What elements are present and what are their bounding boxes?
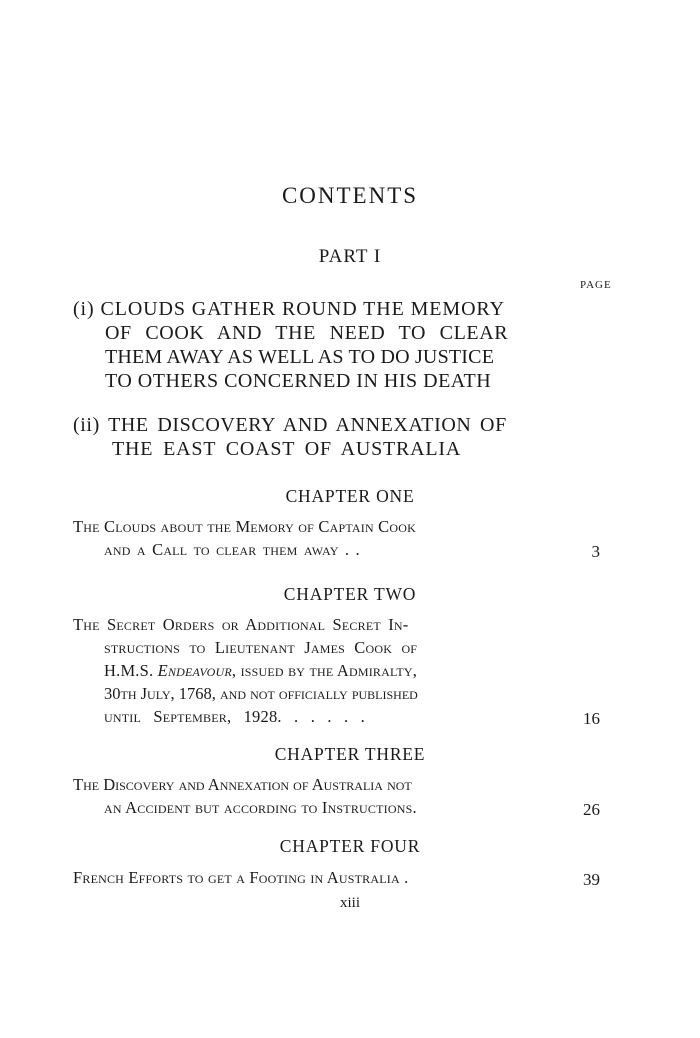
chapter-title-line: 30th July, 1768, and not officially published bbox=[104, 684, 418, 703]
chapter-title-line bbox=[104, 661, 417, 681]
page-folio: xiii bbox=[339, 895, 360, 911]
page-column-header: PAGE bbox=[580, 279, 612, 291]
ship-name: Endeavour bbox=[157, 661, 232, 680]
contents-title: CONTENTS bbox=[281, 183, 419, 208]
section-line: TO OTHERS CONCERNED IN HIS DEATH bbox=[105, 370, 492, 392]
chapter-title-line: The Clouds about the Memory of Captain Cook bbox=[73, 517, 416, 536]
section-line: (i) CLOUDS GATHER ROUND THE MEMORY bbox=[73, 298, 505, 320]
section-line: OF COOK AND THE NEED TO CLEAR bbox=[105, 322, 509, 344]
chapter-title-line: an Accident but according to Instructions. bbox=[104, 798, 417, 817]
ship-prefix: H.M.S. bbox=[104, 661, 154, 680]
section-line: (ii) THE DISCOVERY AND ANNEXATION OF bbox=[73, 414, 507, 436]
chapter-heading: CHAPTER THREE bbox=[274, 744, 426, 764]
page-number: 26 bbox=[583, 800, 600, 819]
chapter-title-line: until September, 1928. . . . . . bbox=[104, 707, 365, 726]
chapter-title-line: The Secret Orders or Additional Secret In- bbox=[73, 615, 409, 634]
page-number: 39 bbox=[583, 870, 600, 889]
section-line: THEM AWAY AS WELL AS TO DO JUSTICE bbox=[105, 346, 495, 368]
page-number: 3 bbox=[591, 542, 600, 561]
section-line: THE EAST COAST OF AUSTRALIA bbox=[112, 438, 462, 460]
chapter-title-line: French Efforts to get a Footing in Australia . bbox=[73, 868, 409, 887]
chapter-heading: CHAPTER FOUR bbox=[279, 836, 421, 856]
part-heading: PART I bbox=[318, 246, 382, 267]
chapter-heading: CHAPTER TWO bbox=[283, 584, 417, 604]
chapter-title-line: The Discovery and Annexation of Australia not bbox=[73, 775, 412, 794]
chapter-heading: CHAPTER ONE bbox=[285, 486, 415, 506]
chapter-title-line: and a Call to clear them away . . bbox=[104, 540, 360, 559]
page-number: 16 bbox=[583, 709, 600, 728]
ship-suffix: , issued by the Admiralty, bbox=[231, 661, 418, 680]
chapter-title-line: structions to Lieutenant James Cook of bbox=[104, 638, 418, 657]
